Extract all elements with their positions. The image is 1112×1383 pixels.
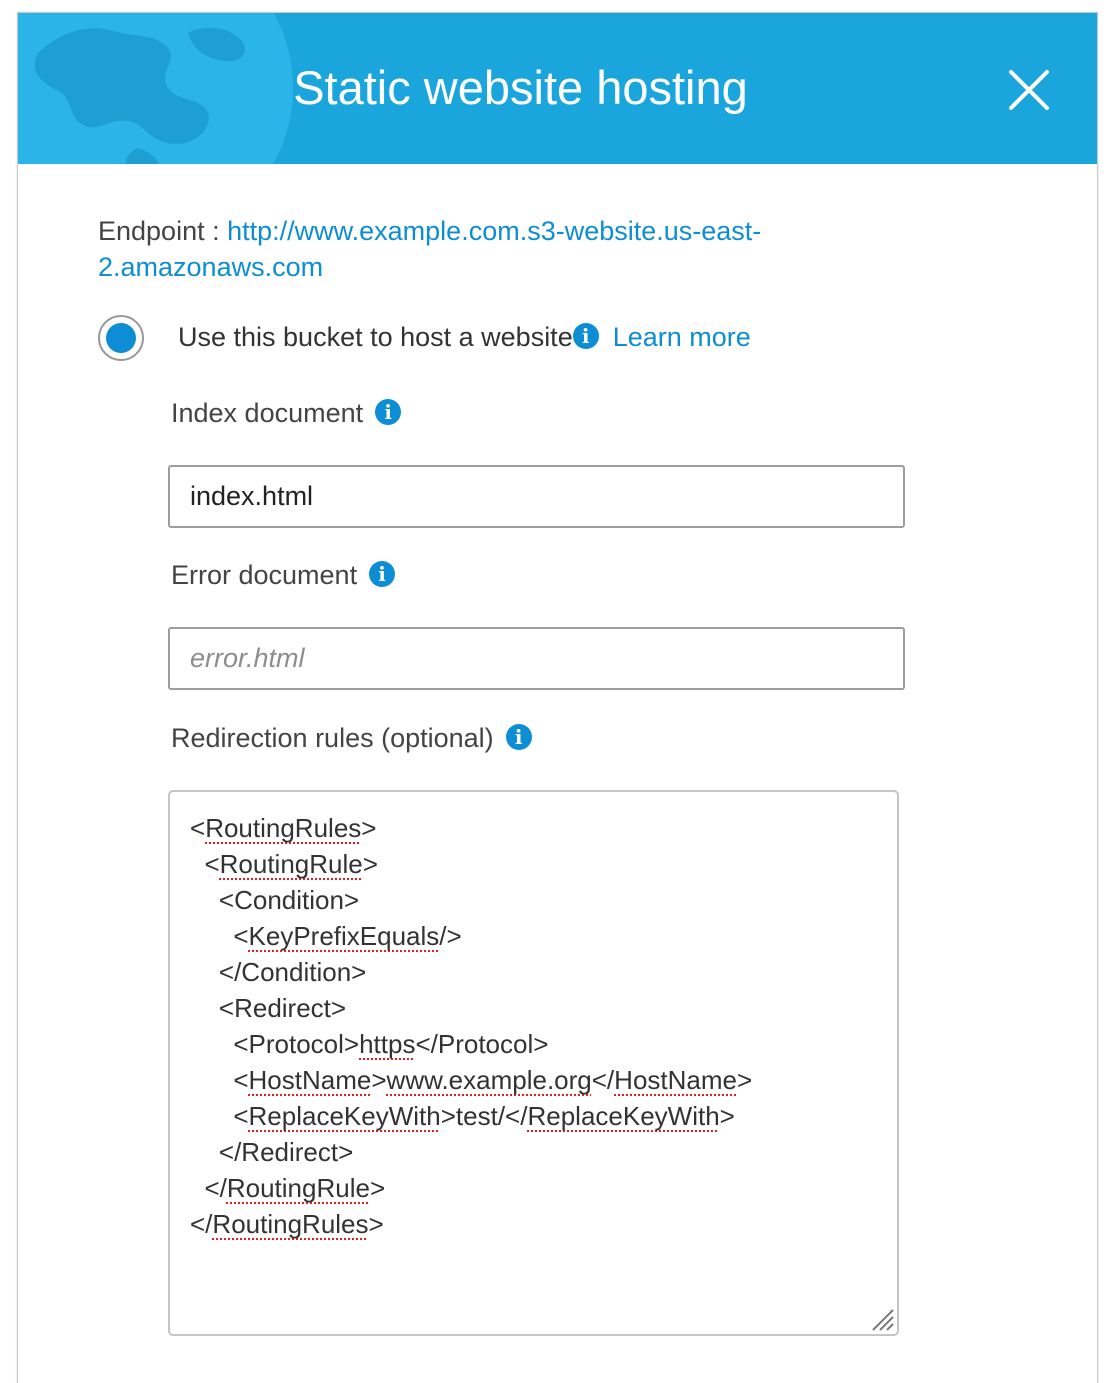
code-line (190, 1062, 877, 1098)
code-token: https (359, 1029, 416, 1059)
code-token: HostName (248, 1065, 372, 1095)
error-document-label-row (171, 557, 395, 593)
code-line (190, 1026, 877, 1062)
static-website-hosting-dialog (17, 12, 1098, 1383)
info-icon[interactable]: i (573, 323, 599, 349)
endpoint-label: Endpoint : (98, 216, 228, 246)
code-line (190, 990, 877, 1026)
host-website-option (178, 317, 751, 357)
code-token: www.example.org (386, 1065, 592, 1095)
code-token: < (190, 1065, 249, 1095)
code-token: ReplaceKeyWith (527, 1101, 720, 1131)
code-token: > (362, 849, 378, 879)
code-token: </Protocol> (415, 1029, 549, 1059)
code-token: RoutingRule (219, 849, 363, 879)
code-line (190, 1206, 877, 1242)
redirection-rules-label: Redirection rules (optional) (171, 723, 494, 753)
code-token: >test/</ (440, 1101, 528, 1131)
endpoint (98, 213, 818, 285)
radio-selected-dot (106, 323, 136, 353)
error-document-input[interactable]: error.html (168, 627, 905, 690)
code-token: HostName (614, 1065, 737, 1095)
info-icon[interactable]: i (506, 724, 532, 750)
code-token: > (368, 1209, 384, 1239)
code-token: </ (591, 1065, 615, 1095)
dialog-title: Static website hosting (293, 61, 748, 114)
code-token: </Redirect> (190, 1137, 354, 1167)
code-token: > (369, 1173, 386, 1203)
code-token: RoutingRule (226, 1173, 370, 1203)
index-document-label: Index document (171, 398, 364, 428)
code-token: </Condition> (190, 957, 367, 987)
info-icon[interactable]: i (375, 399, 401, 425)
code-token: > (361, 813, 377, 843)
redirection-rules-textarea[interactable] (168, 790, 899, 1336)
code-token: > (719, 1101, 735, 1131)
code-token: KeyPrefixEquals (248, 921, 440, 951)
close-icon[interactable] (1008, 69, 1050, 111)
host-website-radio[interactable] (98, 315, 144, 361)
code-line (190, 1170, 877, 1206)
code-token: < (190, 849, 220, 879)
code-token: < (190, 921, 249, 951)
info-icon[interactable]: i (369, 561, 395, 587)
code-token: > (737, 1065, 753, 1095)
code-token: </ (190, 1173, 227, 1203)
code-token: < (190, 1101, 249, 1131)
index-document-input[interactable]: index.html (168, 465, 905, 528)
code-token: RoutingRules (212, 1209, 369, 1239)
redirection-rules-label-row (171, 720, 532, 756)
endpoint-url-link[interactable]: http://www.example.com.s3-website.us-east-2.amazonaws.com (98, 216, 762, 282)
code-token: <Redirect> (190, 993, 347, 1023)
code-token: < (190, 813, 206, 843)
learn-more-link[interactable]: Learn more (612, 322, 751, 352)
index-document-label-row (171, 395, 401, 431)
error-document-label: Error document (171, 560, 358, 590)
code-line (190, 810, 877, 846)
code-line (190, 846, 877, 882)
code-token: <Condition> (190, 885, 360, 915)
host-website-label[interactable]: Use this bucket to host a website (178, 322, 573, 352)
dialog-header (18, 13, 1097, 164)
code-token: </ (190, 1209, 213, 1239)
code-line (190, 1098, 877, 1134)
resize-handle-icon[interactable] (869, 1306, 895, 1332)
code-line (190, 1134, 877, 1170)
code-line (190, 882, 877, 918)
code-token: <Protocol> (190, 1029, 360, 1059)
code-token: ReplaceKeyWith (248, 1101, 441, 1131)
code-token: /> (439, 921, 462, 951)
code-line (190, 954, 877, 990)
code-line (190, 918, 877, 954)
code-token: > (371, 1065, 387, 1095)
code-token: RoutingRules (205, 813, 362, 843)
